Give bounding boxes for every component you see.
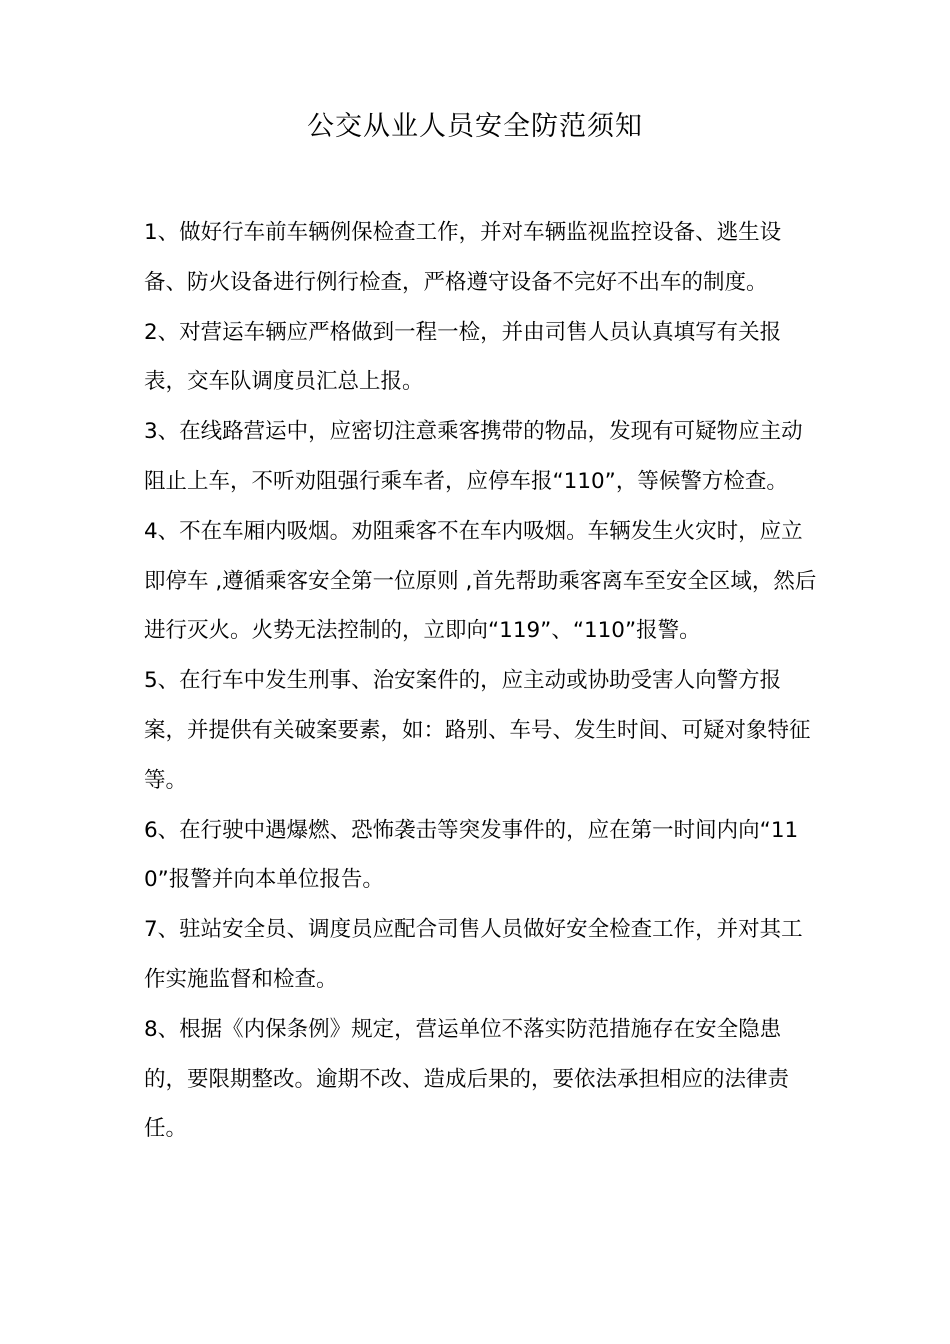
paragraph-1: 1、做好行车前车辆例保检查工作，并对车辆监视监控设备、逃生设备、防火设备进行例行检查，严格遵守设备不完好不出车的制度。 xyxy=(144,220,782,295)
paragraph-4: 4、不在车厢内吸烟。劝阻乘客不在车内吸烟。车辆发生火灾时，应立即停车 ,遵循乘客安全第一位原则 ,首先帮助乘客离车至安全区域，然后进行灭火。火势无法控制的，立即向“119”、“110”报警。 xyxy=(144,518,817,644)
paragraph-8: 8、根据《内保条例》规定，营运单位不落实防范措施存在安全隐患的，要限期整改。逾期不改、造成后果的，要依法承担相应的法律责任。 xyxy=(144,1016,790,1142)
document-body xyxy=(144,208,820,1154)
paragraph-2: 2、对营运车辆应严格做到一程一检，并由司售人员认真填写有关报表，交车队调度员汇总上报。 xyxy=(144,319,782,395)
paragraph-7: 7、驻站安全员、调度员应配合司售人员做好安全检查工作，并对其工作实施监督和检查。 xyxy=(144,917,803,992)
paragraph-6: 6、在行驶中遇爆燃、恐怖袭击等突发事件的，应在第一时间内向“110”报警并向本单位报告。 xyxy=(144,817,799,893)
document-title: 公交从业人员安全防范须知 xyxy=(307,111,643,142)
paragraph-5: 5、在行车中发生刑事、治安案件的，应主动或协助受害人向警方报案，并提供有关破案要素，如：路别、车号、发生时间、可疑对象特征等。 xyxy=(144,668,811,793)
paragraph-3: 3、在线路营运中，应密切注意乘客携带的物品，发现有可疑物应主动阻止上车，不听劝阻强行乘车者，应停车报“110”，等候警方检查。 xyxy=(144,419,803,494)
